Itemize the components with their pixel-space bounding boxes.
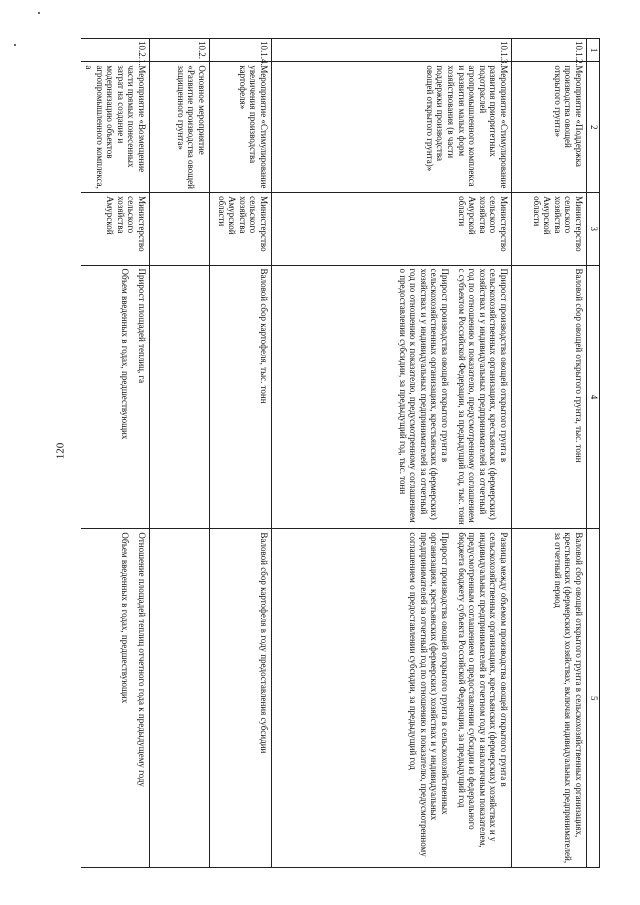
indicator-name: Прирост площадей теплиц, га: [137, 268, 147, 384]
indicator-cell: [272, 265, 512, 529]
indicator-definition: Отношение площадей теплиц отчетного года к предыдущему году: [137, 532, 147, 787]
indicator-cell: [81, 265, 149, 529]
rotated-table-wrapper: [83, 38, 600, 868]
row-number: 10.1.4.: [210, 39, 272, 62]
column-header: 2: [587, 62, 600, 193]
indicator-name: Валовой сбор картофеля, тыс. тонн: [210, 265, 272, 529]
event-name: Мероприятие «Поддержка производства овощей открытого грунта»: [512, 62, 587, 193]
column-header: 1: [587, 39, 600, 62]
table-row: [81, 39, 149, 868]
table-row: [272, 39, 512, 868]
table-row: [150, 39, 210, 868]
indicator-name: Прирост производства овощей открытого грунта в сельскохозяйственных организациях, крестьянских (фермерских) хозяйствах и у индивидуальных предпринимателей за отчетный год по отношению к показателю, предусмотренному соглашением о предоставлении субсидии, за предыдущий год, тыс. тонн: [397, 268, 450, 523]
page-number: 120: [54, 442, 67, 460]
table-row: [210, 39, 272, 868]
column-header: 3: [587, 193, 600, 265]
indicator-name: Объем введенных в годах, предшествующих: [120, 268, 131, 440]
indicator-definition: [150, 529, 210, 868]
indicator-definition: Объем введенных в годах, предшествующих: [120, 532, 131, 704]
executor: Министерство сельского хозяйства Амурской: [81, 193, 149, 265]
executor: Министерство сельского хозяйства Амурской области: [512, 193, 587, 265]
executor: [150, 193, 210, 265]
table-header-row: [587, 39, 600, 868]
indicator-definition: Валовой сбор картофеля в году предоставления субсидии: [210, 529, 272, 868]
table-row: [512, 39, 587, 868]
row-number: 10.2.1.: [81, 39, 149, 62]
indicator-name: [150, 265, 210, 529]
executor: Министерство сельского хозяйства Амурской области: [272, 193, 512, 265]
row-number: 10.2.: [150, 39, 210, 62]
indicators-table: [81, 38, 600, 868]
scan-speck: [14, 44, 16, 46]
indicator-definition: Разница между объемом производства овощей открытого грунта в сельскохозяйственных организациях, крестьянских (фермерских) хозяйствах и у индивидуальных предпринимателей в отчетном году и аналогичным показателем, предусмотренным соглашением о предоставлении субсидии из федерального бюджета бюджету субъекта Российской Федерации, за предыдущий год: [456, 532, 509, 848]
definition-cell: [81, 529, 149, 868]
event-name: Мероприятие «Стимулирование развития приоритетных подотраслей агропромышленного комплекса и развития малых форм хозяйствования (в части поддержки производства овощей открытого грунта)»: [272, 62, 512, 193]
column-header: 5: [587, 529, 600, 868]
indicator-name: Прирост производства овощей открытого грунта в сельскохозяйственных организациях, крестьянских (фермерских) хозяйствах и у индивидуальных предпринимателей за отчетный год по отношению к показателю, предусмотренному соглашением с субъектом Российской Федерации, за предыдущий год, тыс. тонн: [456, 268, 509, 525]
row-number: 10.1.3.: [272, 39, 512, 62]
executor: Министерство сельского хозяйства Амурской области: [210, 193, 272, 265]
indicator-definition: Прирост производства овощей открытого грунта в сельскохозяйственных организациях, крестьянских (фермерских) хозяйствах и у индивидуальных предпринимателей за отчетный год по отношению к показателю, предусмотренному соглашением о предоставлении субсидии, за предыдущий год: [408, 532, 450, 857]
event-name: Основное мероприятие «Развитие производства овощей защищенного грунта»: [150, 62, 210, 193]
event-name: Мероприятие «Стимулирование увеличения производства картофеля»: [210, 62, 272, 193]
event-name: Мероприятие «Возмещение части прямых понесенных затрат на создание и модернизацию объектов агропромышленного комплекса, а: [81, 62, 149, 193]
scan-speck: [38, 12, 40, 14]
row-number: 10.1.2.: [512, 39, 587, 62]
definition-cell: [272, 529, 512, 868]
indicator-name: Валовой сбор овощей открытого грунта, тыс. тонн: [512, 265, 587, 529]
column-header: 4: [587, 265, 600, 529]
indicator-definition: Валовой сбор овощей открытого грунта в сельскохозяйственных организациях, крестьянских (фермерских) хозяйствах, включая индивидуальных предпринимателей, за отчетный период: [512, 529, 587, 868]
